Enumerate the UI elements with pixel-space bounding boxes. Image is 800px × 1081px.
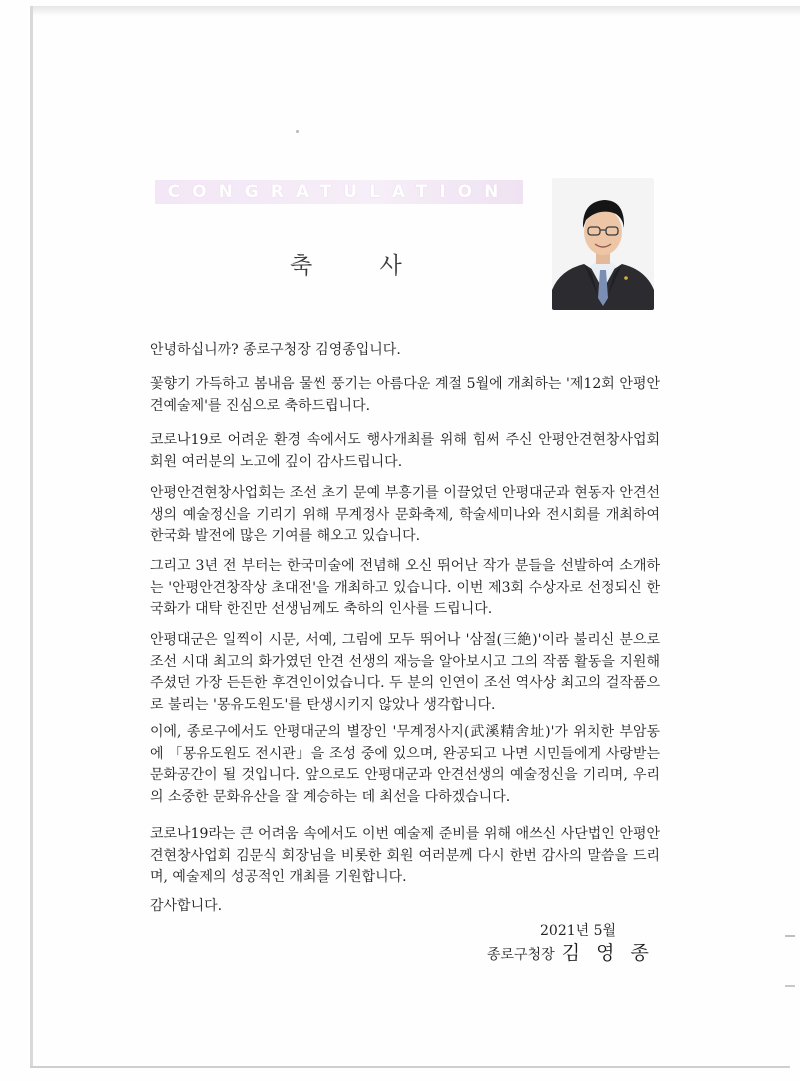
banner-text: CONGRATULATION — [167, 182, 511, 202]
portrait-photo — [552, 178, 654, 310]
paragraph: 안녕하십니까? 종로구청장 김영종입니다. — [150, 342, 401, 358]
paragraph: 그리고 3년 전 부터는 한국미술에 전념해 오신 뛰어난 작가 분들을 선발하여 소개하는 '안평안견창작상 초대전'을 개최하고 있습니다. 이번 제3회 수상자로 선정되신 한국화가 대탁 한진만 선생님께도 축하의 인사를 드립니다. — [150, 558, 660, 617]
paragraph: 안평대군은 일찍이 시문, 서예, 그림에 모두 뛰어나 '삼절(三絶)'이라 불리신 분으로 조선 시대 최고의 화가였던 안견 선생의 재능을 알아보시고 그의 작품 활동을 지원해 주셨던 가장 든든한 후견인이었습니다. 두 분의 인연이 조선 역사상 최고의 걸작품으로 불리는 '몽유도원도'를 탄생시키지 않았나 생각합니다. — [150, 632, 660, 713]
scan-speck — [785, 985, 795, 987]
scan-speck — [296, 130, 299, 133]
portrait-illustration — [552, 178, 654, 310]
closing-line: 감사합니다. — [150, 898, 223, 914]
congratulation-banner — [155, 180, 523, 204]
signer-name: 김 영 종 — [561, 942, 654, 964]
paragraph: 안평안견현창사업회는 조선 초기 문예 부흥기를 이끌었던 안평대군과 현동자 안견선생의 예술정신을 기리기 위해 무계정사 문화축제, 학술세미나와 전시회를 개최하여 한국화 발전에 많은 기여를 해오고 있습니다. — [150, 485, 660, 544]
scan-edge — [30, 1066, 790, 1068]
signer-title: 종로구청장 — [487, 947, 555, 963]
paragraph: 코로나19로 어려운 환경 속에서도 행사개최를 위해 힘써 주신 안평안견현창사업회 회원 여러분의 노고에 깊이 감사드립니다. — [150, 432, 660, 470]
page-title: 축 사 — [290, 253, 432, 279]
letter-date: 2021년 5월 — [540, 923, 617, 939]
scan-edge — [30, 6, 33, 1068]
signature-block — [487, 938, 654, 965]
scan-edge — [30, 6, 800, 16]
paragraph: 코로나19라는 큰 어려움 속에서도 이번 예술제 준비를 위해 애쓰신 사단법인 안평안견현창사업회 김문식 회장님을 비롯한 회원 여러분께 다시 한번 감사의 말씀을 드리며, 예술제의 성공적인 개최를 기원합니다. — [150, 826, 660, 885]
paragraph: 꽃향기 가득하고 봄내음 물씬 풍기는 아름다운 계절 5월에 개최하는 '제12회 안평안견예술제'를 진심으로 축하드립니다. — [150, 376, 660, 414]
scan-speck — [785, 935, 795, 937]
paragraph: 이에, 종로구에서도 안평대군의 별장인 '무계정사지(武溪精舍址)'가 위치한 부암동에 「몽유도원도 전시관」을 조성 중에 있으며, 완공되고 나면 시민들에게 사랑받는 문화공간이 될 것입니다. 앞으로도 안평대군과 안견선생의 예술정신을 기리며, 우리의 소중한 문화유산을 잘 계승하는 데 최선을 다하겠습니다. — [150, 724, 660, 805]
